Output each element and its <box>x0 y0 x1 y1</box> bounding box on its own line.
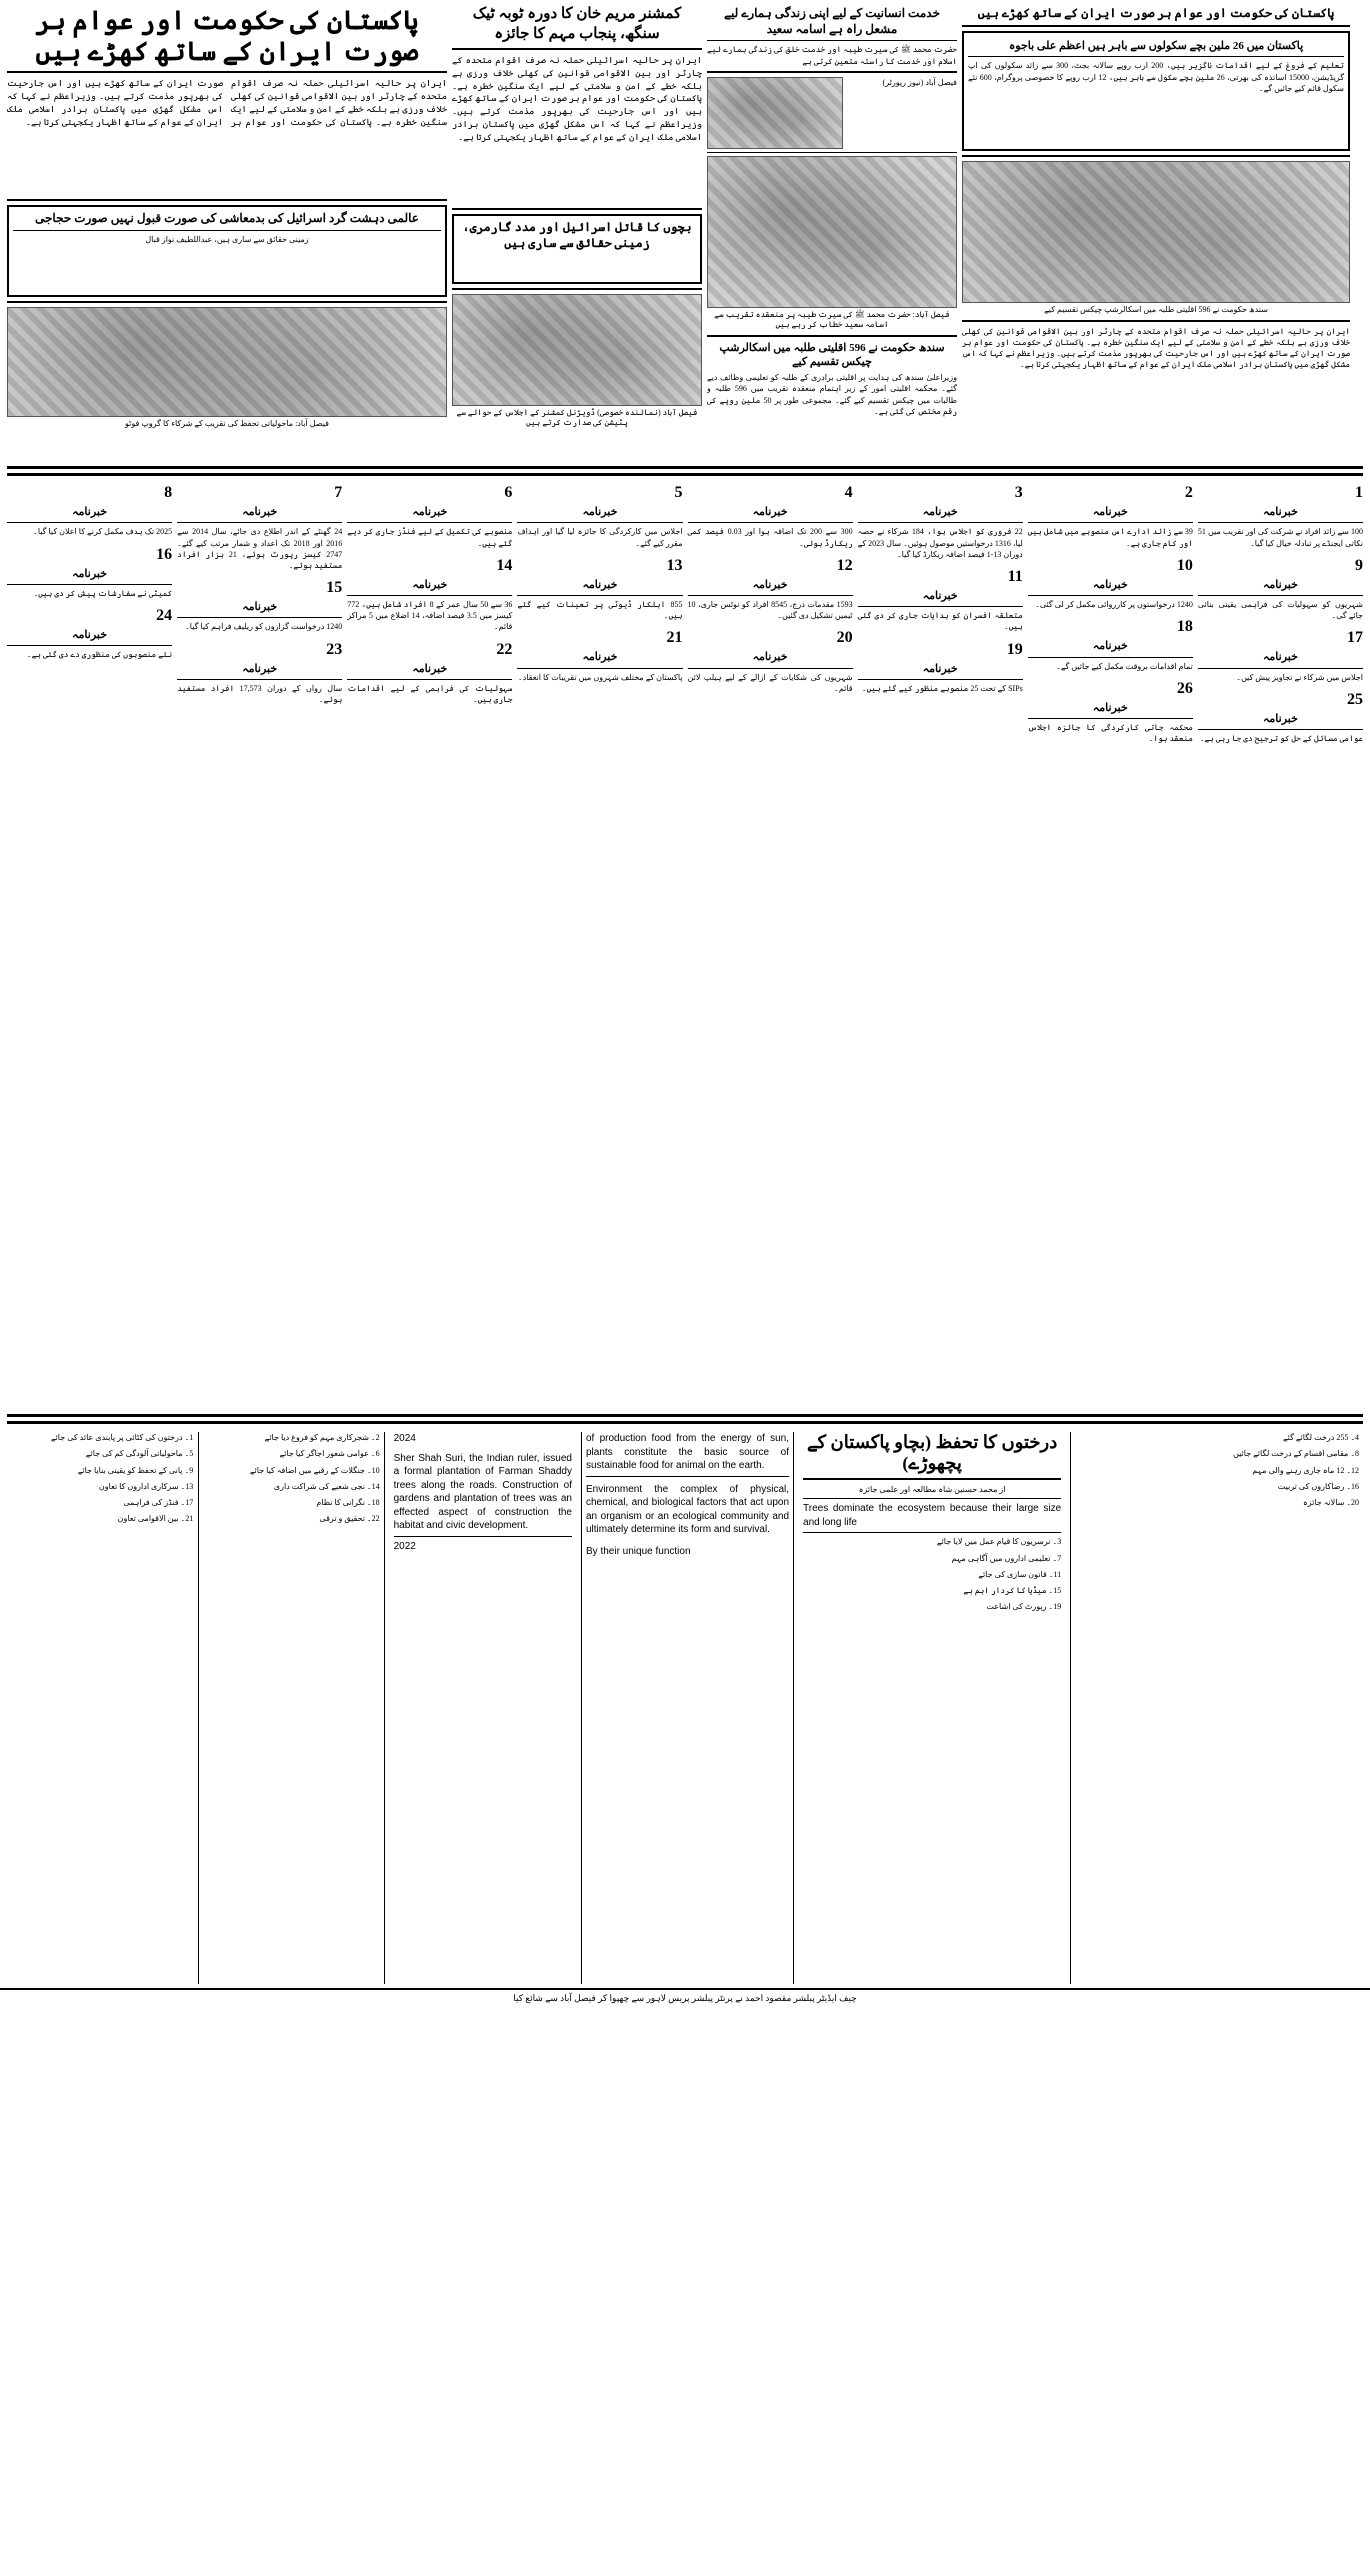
news-brief-number: 15 <box>326 579 343 597</box>
news-brief-title: خبرنامہ <box>922 589 958 602</box>
news-brief-number: 17 <box>1347 629 1363 647</box>
news-brief-number: 16 <box>156 545 173 563</box>
news-brief-title: خبرنامہ <box>1262 578 1298 591</box>
news-brief <box>1028 680 1193 745</box>
box-b-title: بچوں کا قاتل اسرائیل اور مدد گارمری، زمینی حقائق سے ساری ہیں <box>462 220 692 251</box>
divider-banner-2 <box>7 1414 1363 1424</box>
feature-col-title <box>799 1432 1065 1984</box>
news-brief-number: 20 <box>836 629 853 647</box>
news-brief-number: 11 <box>1007 567 1023 585</box>
feature-list-item: 9۔ پانی کے تحفظ کو یقینی بنایا جائے <box>77 1465 194 1475</box>
feature-col-numbers-b <box>198 1432 384 1984</box>
news-brief <box>7 607 172 660</box>
news-brief-number: 2 <box>1184 484 1193 502</box>
photo-caption-4: فیصل آباد: ماحولیاتی تحفظ کی تقریب کے شرکاء کا گروپ فوٹو <box>125 419 329 429</box>
news-brief <box>688 557 853 622</box>
feature-list-item: 15۔ میڈیا کا کردار اہم ہے <box>963 1585 1062 1595</box>
news-brief-text: تمام اقدامات بروقت مکمل کیے جائیں گے۔ <box>1056 661 1193 671</box>
news-column <box>347 484 512 1406</box>
box-c-body: تعلیم کے فروغ کے لیے اقدامات ناگزیر ہیں، 200 ارب روپے سالانہ بجٹ، 300 سے زائد سکولوں کی اپ گریڈیشن، 15000 اساتذہ کی بھرتی، 26 ملین بچے سکول سے باہر ہیں، 12 ارب روپے کا خصوصی پروگرام، 600 نئے سکول قائم کیے جائیں گے۔ <box>968 61 1345 93</box>
news-brief <box>517 557 682 622</box>
news-brief <box>688 484 853 549</box>
news-brief-text: 855 اہلکار ڈیوٹی پر تعینات کیے گئے ہیں۔ <box>517 600 683 621</box>
news-brief <box>858 641 1023 694</box>
news-brief-number: 12 <box>836 556 853 574</box>
news-brief-number: 22 <box>496 640 513 658</box>
news-brief-title: خبرنامہ <box>242 601 278 614</box>
secondary-col <box>452 5 702 462</box>
news-brief-text: شہریوں کی شکایات کے ازالے کے لیے ہیلپ لائن قائم۔ <box>687 672 853 693</box>
lead-headline-col <box>7 5 447 462</box>
portrait-photo <box>707 77 843 149</box>
news-brief-title: خبرنامہ <box>1092 640 1128 653</box>
box-c <box>962 31 1350 151</box>
sindh-scholarship-body: وزیراعلیٰ سندھ کی ہدایت پر اقلیتی برادری کے طلبہ کو تعلیمی وظائف دیے گئے۔ محکمہ اقلیتی امور کے زیر اہتمام منعقدہ تقریب میں 596 طلبہ و طالبات میں چیکس تقسیم کیے گئے۔ مجموعی طور پر 50 ملین روپے کی رقم مختص کی گئی ہے۔ <box>707 373 957 416</box>
feature-col-urdu <box>1070 1432 1363 1984</box>
news-brief-text: 1240 درخواستوں پر کارروائی مکمل کر لی گئی۔ <box>1035 600 1193 610</box>
feature-col-numbers-a <box>7 1432 193 1984</box>
photo-office <box>962 161 1350 303</box>
news-brief-number: 26 <box>1176 679 1193 697</box>
news-brief-number: 18 <box>1176 618 1193 636</box>
news-brief-title: خبرنامہ <box>582 506 618 519</box>
masthead-band <box>0 0 1370 462</box>
box-a-sub: زمینی حقائق سے ساری ہیں، عبداللطیف نواز قبال <box>145 234 309 244</box>
news-brief-title: خبرنامہ <box>1092 578 1128 591</box>
news-brief <box>1028 484 1193 549</box>
news-brief-title: خبرنامہ <box>412 506 448 519</box>
feature-author-line: از محمد حسنین شاہ مطالعہ اور علمی جائزہ <box>858 1485 1006 1495</box>
news-brief-text: عوامی مسائل کے حل کو ترجیح دی جا رہی ہے۔ <box>1199 734 1363 744</box>
news-brief-text: 1240 درخواست گزاروں کو ریلیف فراہم کیا گیا۔ <box>185 622 343 632</box>
news-brief-number: 25 <box>1347 690 1363 708</box>
photo-group-bottom <box>7 307 447 417</box>
divider-banner <box>7 466 1363 476</box>
feature-title: درختوں کا تحفظ (بچاو پاکستان کے پچھوڑے) <box>806 1432 1058 1474</box>
portrait-caption: فیصل آباد (نیوز رپورٹر) <box>882 77 957 87</box>
far-col <box>962 5 1350 462</box>
feature-list-item: 4۔ 255 درخت لگائے گئے <box>1282 1433 1360 1443</box>
photo-meeting <box>452 294 702 406</box>
news-brief-text: محکمہ جاتی کارکردگی کا جائزہ اجلاس منعقد ہوا۔ <box>1027 723 1193 744</box>
feature-english-1: of production food from the energy of sun, plants constitute the basic source of sustainable food for animal on the earth. <box>586 1433 790 1472</box>
feature-list-item: 20۔ سالانہ جائزہ <box>1303 1497 1360 1507</box>
news-brief-title: خبرنامہ <box>72 506 108 519</box>
feature-list-item: 21۔ بین الاقوامی تعاون <box>117 1514 194 1524</box>
box-b <box>452 214 702 284</box>
page-footer: چیف ایڈیٹر پبلشر مقصود احمد نے پرنٹر پبلشر پریس لاہور سے چھپوا کر فیصل آباد سے شائع کیا <box>0 1988 1370 2007</box>
lead-headline: پاکستان کی حکومت اور عوام ہر صورت ایران کے ساتھ کھڑے ہیں <box>35 6 419 67</box>
news-brief-number: 19 <box>1006 640 1023 658</box>
news-brief-title: خبرنامہ <box>752 651 788 664</box>
news-brief-text: سال رواں کے دوران 17,573 افراد مستفید ہوئے۔ <box>177 683 343 705</box>
secondary-headline: کمشنر مریم خان کا دورہ ٹوبہ ٹیک سنگھ، پنجاب مہم کا جائزہ <box>472 6 682 42</box>
feature-note-2022: 2022 <box>393 1540 416 1552</box>
feature-list-item: 3۔ نرسریوں کا قیام عمل میں لایا جائے <box>936 1537 1062 1547</box>
feature-numbered-list-c <box>803 1536 1061 1612</box>
news-brief-text: 100 سے زائد افراد نے شرکت کی اور تقریب میں 51 نکاتی ایجنڈے پر تبادلہ خیال کیا گیا۔ <box>1197 527 1363 548</box>
news-brief-title: خبرنامہ <box>412 578 448 591</box>
news-column <box>688 484 853 1406</box>
box-a-title: عالمی دہشت گرد اسرائیل کی بدمعاشی کی صورت قبول نہیں صورت حجاجی <box>35 211 419 226</box>
feature-list-item: 19۔ رپورٹ کی اشاعت <box>986 1602 1062 1612</box>
news-brief-title: خبرنامہ <box>1262 712 1298 725</box>
lead-article-body: ایران پر حالیہ اسرائیلی حملہ نہ صرف اقوام متحدہ کے چارٹر اور بین الاقوامی قوانین کی کھلی خلاف ورزی ہے بلکہ خطے کے امن و سلامتی کے لیے ایک سنگین خطرہ ہے۔ پاکستان کی حکومت اور عوام ہر صورت ایران کے ساتھ کھڑے ہیں اور اس جارحیت کی بھرپور مذمت کرتے ہیں۔ وزیراعظم نے کہا کہ اس مشکل گھڑی میں پاکستان برادر اسلامی ملک ایران کے عوام کے ساتھ اظہار یکجہتی کرتا ہے۔ <box>7 78 447 127</box>
news-brief-text: 22 فروری کو اجلاس ہوا، 184 شرکاء نے حصہ لیا، 1316 درخواستیں موصول ہوئیں۔ سال 2023 کے دوران 13-1 فیصد اضافہ ریکارڈ کیا گیا۔ <box>857 527 1023 559</box>
feature-list-item: 18۔ نگرانی کا نظام <box>316 1497 380 1507</box>
sindh-scholarship-headline: سندھ حکومت نے 596 اقلیتی طلبہ میں اسکالرشپ چیکس تقسیم کیے <box>719 341 945 368</box>
news-brief-title: خبرنامہ <box>922 662 958 675</box>
photo-caption-2: فیصل آباد (نمائندہ خصوصی) ڈویژنل کمشنر کے اجلاس کے حوالے سے پٹیشن کی صدارت کرتے ہیں <box>456 408 698 428</box>
news-brief-number: 10 <box>1176 556 1193 574</box>
feature-numbered-list-a <box>7 1432 193 1524</box>
news-brief-title: خبرنامہ <box>242 662 278 675</box>
news-brief <box>347 641 512 706</box>
feature-list-item: 13۔ سرکاری اداروں کا تعاون <box>98 1481 194 1491</box>
feature-year-note: 2024 <box>393 1433 416 1445</box>
news-brief-title: خبرنامہ <box>72 567 108 580</box>
news-brief <box>858 568 1023 633</box>
news-brief-text: 36 سے 50 سال عمر کے 8 افراد شامل ہیں، 772 کیسز میں 3.5 فیصد اضافہ، 14 اضلاع میں 5 مراکز قائم۔ <box>347 600 513 632</box>
news-brief <box>1198 484 1363 549</box>
news-brief-title: خبرنامہ <box>582 651 618 664</box>
news-brief <box>688 629 853 694</box>
photo-caption-1: فیصل آباد: حضرت محمد ﷺ کی سیرت طیبہ پر منعقدہ تقریب سے اسامہ سعید خطاب کر رہے ہیں <box>714 309 950 330</box>
news-brief-title: خبرنامہ <box>72 629 108 642</box>
news-brief-number: 8 <box>164 484 173 502</box>
news-brief-title: خبرنامہ <box>1092 701 1128 714</box>
feature-list-item: 6۔ عوامی شعور اجاگر کیا جائے <box>279 1449 380 1459</box>
feature-list-item: 8۔ مقامی اقسام کے درخت لگائے جائیں <box>1232 1449 1360 1459</box>
feature-list-item: 11۔ قانون سازی کی جائے <box>978 1569 1062 1579</box>
box-c-title: پاکستان میں 26 ملین بچے سکولوں سے باہر ہیں اعظم علی باجوہ <box>1008 40 1304 53</box>
news-brief <box>1198 691 1363 744</box>
news-brief-number: 1 <box>1355 484 1363 502</box>
secondary-body: ایران پر حالیہ اسرائیلی حملہ نہ صرف اقوام متحدہ کے چارٹر اور بین الاقوامی قوانین کی کھلی خلاف ورزی ہے بلکہ خطے کے امن و سلامتی کے لیے ایک سنگین خطرہ ہے۔ پاکستان کی حکومت اور عوام ہر صورت ایران کے ساتھ کھڑے ہیں اور اس جارحیت کی بھرپور مذمت کرتے ہیں۔ وزیراعظم نے کہا کہ اس مشکل گھڑی میں پاکستان برادر اسلامی ملک ایران کے عوام کے ساتھ اظہار یکجہتی کرتا ہے۔ <box>452 55 702 142</box>
news-brief-number: 7 <box>334 484 343 502</box>
news-brief-number: 4 <box>844 484 853 502</box>
news-column <box>1028 484 1193 1406</box>
news-column <box>517 484 682 1406</box>
photo-event <box>707 156 957 308</box>
feature-english-4: By their unique function <box>586 1545 691 1557</box>
numbered-news-grid <box>0 480 1370 1410</box>
news-brief-text: SIPs کے تحت 25 منصوبے منظور کیے گئے ہیں۔ <box>861 683 1023 693</box>
feature-list-item: 7۔ تعلیمی اداروں میں آگاہی مہم <box>951 1553 1062 1563</box>
news-brief <box>347 557 512 633</box>
news-brief-title: خبرنامہ <box>1092 506 1128 519</box>
news-brief-number: 6 <box>504 484 513 502</box>
feature-list-item: 14۔ نجی شعبے کی شراکت داری <box>273 1481 380 1491</box>
news-brief-text: 2025 تک ہدف مکمل کرنے کا اعلان کیا گیا۔ <box>33 527 173 537</box>
news-brief-title: خبرنامہ <box>1262 651 1298 664</box>
news-brief-text: پاکستان کے مختلف شہروں میں تقریبات کا انعقاد۔ <box>517 672 683 682</box>
news-brief <box>1198 629 1363 682</box>
feature-list-item: 1۔ درختوں کی کٹائی پر پابندی عائد کی جائے <box>50 1433 194 1443</box>
news-brief-title: خبرنامہ <box>242 506 278 519</box>
news-brief-text: متعلقہ افسران کو ہدایات جاری کر دی گئی ہیں۔ <box>857 611 1023 632</box>
news-brief-number: 14 <box>496 556 513 574</box>
news-brief <box>517 484 682 549</box>
news-brief-number: 13 <box>666 556 683 574</box>
feature-list-item: 12۔ 12 ماہ جاری رہنے والی مہم <box>1252 1465 1360 1475</box>
news-brief <box>1028 557 1193 610</box>
news-brief <box>1028 618 1193 671</box>
news-brief <box>177 641 342 706</box>
feature-english-2: Environment the complex of physical, chemical, and biological factors that act upon an organism or an ecological community and ultimately determine its form and survival. <box>586 1483 790 1536</box>
feature-list-item: 16۔ رضاکاروں کی تربیت <box>1277 1481 1360 1491</box>
news-brief <box>517 629 682 682</box>
news-brief-title: خبرنامہ <box>922 506 958 519</box>
news-brief <box>858 484 1023 560</box>
news-brief <box>7 546 172 599</box>
feature-english-history: Sher Shah Suri, the Indian ruler, issued a formal plantation of Farman Shaddy trees along the roads. Construction of gardens and plantation of trees was an effected aspect of construction the habitat and civic development. <box>393 1452 572 1532</box>
news-column <box>177 484 342 1406</box>
news-brief-number: 23 <box>326 640 343 658</box>
news-brief-text: شہریوں کو سہولیات کی فراہمی یقینی بنائی جائے گی۔ <box>1197 600 1363 621</box>
news-brief-title: خبرنامہ <box>412 662 448 675</box>
lead-headline-echo: پاکستان کی حکومت اور عوام ہر صورت ایران کے ساتھ کھڑے ہیں <box>977 6 1335 20</box>
byline-1: حضرت محمد ﷺ کی سیرت طیبہ اور خدمت خلق کی زندگی ہمارے لیے اسلام اور خدمت کا راستہ متعین کرتی ہے <box>707 45 957 66</box>
feature-list-item: 22۔ تحقیق و ترقی <box>319 1514 380 1524</box>
box-a <box>7 205 447 297</box>
feature-col-english-history <box>390 1432 576 1984</box>
news-brief-text: نئے منصوبوں کی منظوری دے دی گئی ہے۔ <box>26 650 173 660</box>
news-brief-title: خبرنامہ <box>752 506 788 519</box>
news-brief-number: 9 <box>1355 556 1363 574</box>
news-brief-text: سہولیات کی فراہمی کے لیے اقدامات جاری ہیں۔ <box>347 683 513 705</box>
news-brief-number: 3 <box>1014 484 1023 502</box>
news-brief-title: خبرنامہ <box>752 578 788 591</box>
center-photo-col <box>707 5 957 462</box>
news-brief-text: 39 سے زائد ادارے اس منصوبے میں شامل ہیں اور کام جاری ہے۔ <box>1027 527 1193 548</box>
news-brief-text: 24 گھنٹے کے اندر اطلاع دی جائے، سال 2014 سے 2016 اور 2018 تک اعداد و شمار مرتب کیے گئے۔ 2747 کیسز رپورٹ ہوئے، 21 ہزار افراد مستفید ہوئے۔ <box>177 527 343 570</box>
news-brief <box>7 484 172 537</box>
news-brief-text: اجلاس میں کارکردگی کا جائزہ لیا گیا اور اہداف مقرر کیے گئے۔ <box>517 527 683 548</box>
news-brief-number: 21 <box>666 629 683 647</box>
news-brief <box>177 579 342 632</box>
news-brief <box>1198 557 1363 622</box>
news-brief-text: اجلاس میں شرکاء نے تجاویز پیش کیں۔ <box>1236 672 1363 682</box>
news-column <box>1198 484 1363 1406</box>
news-brief-title: خبرنامہ <box>1262 506 1298 519</box>
news-column <box>858 484 1023 1406</box>
news-brief-text: منصوبے کی تکمیل کے لیے فنڈز جاری کر دیے گئے ہیں۔ <box>347 527 513 548</box>
far-col-text: ایران پر حالیہ اسرائیلی حملہ نہ صرف اقوام متحدہ کے چارٹر اور بین الاقوامی قوانین کی کھلی خلاف ورزی ہے بلکہ خطے کے امن و سلامتی کے لیے ایک سنگین خطرہ ہے۔ پاکستان کی حکومت اور عوام ہر صورت ایران کے ساتھ کھڑے ہیں اور اس جارحیت کی بھرپور مذمت کرتے ہیں۔ وزیراعظم نے کہا کہ اس مشکل گھڑی میں پاکستان برادر اسلامی ملک ایران کے عوام کے ساتھ اظہار یکجہتی کرتا ہے۔ <box>962 326 1350 370</box>
news-column <box>7 484 172 1406</box>
feature-list-item: 17۔ فنڈز کی فراہمی <box>123 1497 194 1507</box>
feature-list-item: 10۔ جنگلات کے رقبے میں اضافہ کیا جائے <box>249 1465 380 1475</box>
news-brief-text: کمیٹی نے سفارشات پیش کر دی ہیں۔ <box>33 588 173 598</box>
news-brief <box>347 484 512 549</box>
news-brief-text: 300 سے 200 تک اضافہ ہوا اور 0.03 فیصد کمی ریکارڈ ہوئی۔ <box>687 527 853 548</box>
news-brief-number: 24 <box>156 607 173 625</box>
feature-numbered-list-b <box>203 1432 379 1524</box>
news-brief-number: 5 <box>674 484 683 502</box>
news-brief-title: خبرنامہ <box>582 578 618 591</box>
feature-list-item: 2۔ شجرکاری مہم کو فروغ دیا جائے <box>264 1433 380 1443</box>
news-brief <box>177 484 342 571</box>
news-brief-text: 1593 مقدمات درج، 8545 افراد کو نوٹس جاری، 10 ٹیمیں تشکیل دی گئیں۔ <box>687 600 853 621</box>
feature-section <box>0 1428 1370 1988</box>
feature-col-english-main <box>581 1432 794 1984</box>
feature-numbered-list-d <box>1075 1432 1359 1508</box>
photo-caption-3: سندھ حکومت نے 596 اقلیتی طلبہ میں اسکالرشپ چیکس تقسیم کیے <box>1044 305 1268 315</box>
feature-list-item: 5۔ ماحولیاتی آلودگی کم کی جائے <box>85 1449 194 1459</box>
feature-english-3: Trees dominate the ecosystem because their large size and long life <box>803 1503 1062 1528</box>
column-head-1: خدمت انسانیت کے لیے اپنی زندگی ہمارے لیے مشعل راہ ہے اسامہ سعید <box>724 6 940 37</box>
